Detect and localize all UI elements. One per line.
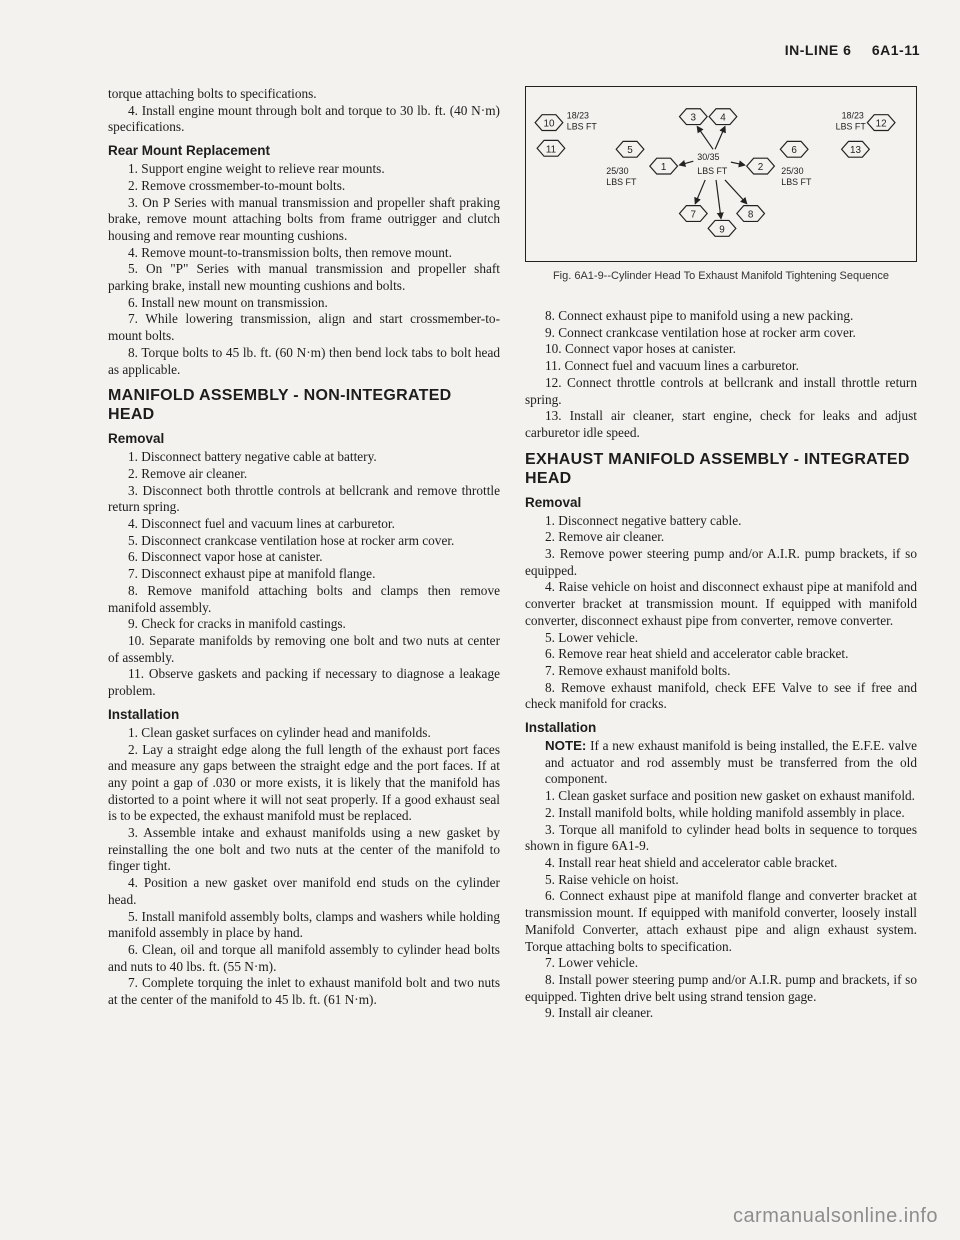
heading-installation: Installation bbox=[108, 706, 180, 722]
list-item: 3. Remove power steering pump and/or A.I.R. pump brackets, if so equipped. bbox=[525, 546, 917, 578]
list-item: 9. Check for cracks in manifold castings. bbox=[128, 616, 346, 632]
bolt-label: 1 bbox=[660, 162, 667, 174]
bolt-label: 11 bbox=[545, 144, 557, 156]
list-item: 6. Install new mount on transmission. bbox=[128, 294, 328, 310]
arrow-to-bolt-7 bbox=[695, 180, 705, 204]
torque-unit: LBS FT bbox=[606, 176, 637, 187]
list-item: 7. Lower vehicle. bbox=[545, 955, 639, 971]
list-item: 8. Connect exhaust pipe to manifold using a new packing. bbox=[545, 308, 854, 323]
list-item: 1. Disconnect negative battery cable. bbox=[545, 512, 742, 528]
paragraph: 4. Install engine mount through bolt and torque to 30 lb. ft. (40 N·m) specifications. bbox=[108, 102, 500, 135]
list-item: 3. Disconnect both throttle controls at bellcrank and remove throttle return spring. bbox=[108, 482, 500, 515]
list-item: 5. Raise vehicle on hoist. bbox=[545, 871, 679, 887]
list-item: 8. Remove manifold attaching bolts and clamps then remove manifold assembly. bbox=[108, 582, 500, 615]
bolt-label: 9 bbox=[719, 224, 725, 236]
heading-removal: Removal bbox=[108, 431, 165, 447]
list-item: 2. Lay a straight edge along the full length of the exhaust port faces and measure any gaps between the straight edge and the port faces. If at any point a gap of .030 or more exists, it is likely that the manifold has distorted to a point where it will not seat properly. If a good exhaust seal is to be expected, the exhaust manifold must be replaced. bbox=[108, 741, 500, 824]
heading-installation: Installation bbox=[525, 720, 597, 736]
list-item: 5. Install manifold assembly bolts, clamps and washers while holding manifold assembly in place by hand. bbox=[108, 908, 500, 941]
list-item: 4. Remove mount-to-transmission bolts, then remove mount. bbox=[128, 244, 452, 260]
bolt-label: 4 bbox=[720, 112, 726, 124]
torque-unit: LBS FT bbox=[835, 121, 866, 132]
list-item: 8. Remove exhaust manifold, check EFE Valve to see if free and check manifold for cracks. bbox=[525, 679, 917, 712]
list-item: 6. Disconnect vapor hose at canister. bbox=[128, 549, 323, 565]
note-label: NOTE: bbox=[545, 738, 587, 754]
list-item: 9. Connect crankcase ventilation hose at rocker arm cover. bbox=[545, 324, 856, 340]
torque-value: 25/30 bbox=[606, 166, 629, 176]
arrow-to-bolt-8 bbox=[725, 180, 747, 204]
note-text: If a new exhaust manifold is being installed, the E.F.E. valve and actuator and rod assembly must be transferred from the old component. bbox=[545, 738, 917, 787]
tightening-sequence-diagram bbox=[526, 87, 916, 261]
arrow-to-bolt-2 bbox=[731, 162, 745, 165]
torque-unit: LBS FT bbox=[566, 121, 597, 132]
bolt-label: 10 bbox=[543, 118, 555, 130]
torque-value: 18/23 bbox=[566, 110, 589, 121]
torque-value: 25/30 bbox=[781, 166, 804, 176]
list-item: 7. Complete torquing the inlet to exhaust manifold bolt and two nuts at the center of the manifold to 45 lb. ft. (61 N·m). bbox=[108, 975, 500, 1008]
section-title: IN-LINE 6 bbox=[784, 42, 852, 58]
list-item: 3. Assemble intake and exhaust manifolds using a new gasket by reinstalling the one bolt and two nuts at the center of the manifold to finger tight. bbox=[108, 825, 500, 874]
list-item: 1. Disconnect battery negative cable at battery. bbox=[128, 449, 377, 465]
list-item: 8. Torque bolts to 45 lb. ft. (60 N·m) then bend lock tabs to bolt head as applicable. bbox=[108, 344, 500, 377]
arrow-to-bolt-3 bbox=[697, 127, 713, 150]
list-item: 1. Clean gasket surface and position new gasket on exhaust manifold. bbox=[545, 788, 916, 804]
bolt-label: 7 bbox=[690, 209, 697, 221]
list-item: 7. Disconnect exhaust pipe at manifold flange. bbox=[128, 566, 376, 582]
list-item: 9. Install air cleaner. bbox=[545, 1005, 654, 1021]
list-item: 7. While lowering transmission, align and start crossmember-to-mount bolts. bbox=[108, 311, 500, 344]
list-item: 2. Remove air cleaner. bbox=[545, 529, 665, 545]
list-item: 2. Remove air cleaner. bbox=[128, 465, 248, 481]
list-item: 3. On P Series with manual transmission and propeller shaft praking brake, remove mount attaching bolts from frame outrigger and clutch housing and remove rear mounting cushions. bbox=[108, 194, 500, 243]
note bbox=[525, 738, 917, 788]
list-item: 5. Disconnect crankcase ventilation hose at rocker arm cover. bbox=[128, 532, 455, 548]
watermark: carmanualsonline.info bbox=[732, 1205, 938, 1227]
list-item: 6. Remove rear heat shield and accelerator cable bracket. bbox=[545, 646, 849, 662]
list-item: 4. Install rear heat shield and accelerator cable bracket. bbox=[545, 854, 838, 870]
list-item: 10. Separate manifolds by removing one bolt and two nuts at center of assembly. bbox=[108, 632, 500, 665]
list-item: 1. Clean gasket surfaces on cylinder head and manifolds. bbox=[128, 724, 431, 740]
heading-removal: Removal bbox=[525, 494, 582, 510]
list-item: 3. Torque all manifold to cylinder head bolts in sequence to torques shown in figure 6A1-9. bbox=[525, 821, 917, 854]
list-item: 4. Raise vehicle on hoist and disconnect exhaust pipe at manifold and converter bracket at transmission mount. If equipped with manifold converter, disconnect exhaust pipe from converter, remove converter. bbox=[525, 579, 917, 628]
list-item: 2. Remove crossmember-to-mount bolts. bbox=[128, 177, 346, 193]
bolt-label: 13 bbox=[849, 145, 861, 157]
arrow-to-bolt-4 bbox=[715, 127, 725, 150]
list-item: 12. Connect throttle controls at bellcrank and install throttle return spring. bbox=[525, 374, 917, 407]
right-column bbox=[525, 308, 917, 1022]
torque-value: 18/23 bbox=[841, 110, 864, 121]
bolt-label: 2 bbox=[757, 162, 764, 174]
torque-unit: LBS FT bbox=[781, 176, 812, 187]
heading-manifold-assembly: MANIFOLD ASSEMBLY - NON-INTEGRATED HEAD bbox=[108, 387, 452, 424]
bolt-label: 8 bbox=[747, 209, 754, 221]
torque-unit: LBS FT bbox=[697, 166, 728, 176]
list-item: 2. Install manifold bolts, while holding manifold assembly in place. bbox=[545, 804, 905, 820]
list-item: 6. Connect exhaust pipe at manifold flange and converter bracket at transmission mount. If equipped with manifold converter, loosely install Manifold Converter, attach exhaust pipe and align exhaust system. Torque attaching bolts to specification. bbox=[525, 888, 917, 954]
figure-caption: Fig. 6A1-9--Cylinder Head To Exhaust Manifold Tightening Sequence bbox=[552, 270, 890, 282]
bolt-label: 6 bbox=[791, 145, 797, 157]
list-item: 11. Observe gaskets and packing if necessary to diagnose a leakage problem. bbox=[108, 666, 500, 699]
list-item: 4. Disconnect fuel and vacuum lines at carburetor. bbox=[128, 516, 395, 532]
left-column bbox=[108, 86, 500, 1009]
list-item: 10. Connect vapor hoses at canister. bbox=[545, 341, 736, 357]
heading-rear-mount: Rear Mount Replacement bbox=[108, 143, 271, 159]
bolt-label: 3 bbox=[690, 112, 697, 124]
bolt-label: 12 bbox=[875, 118, 887, 130]
list-item: 5. Lower vehicle. bbox=[545, 629, 639, 645]
bolt-label: 5 bbox=[627, 145, 633, 157]
list-item: 5. On "P" Series with manual transmission and propeller shaft parking brake, install new mounting cushions and bolts. bbox=[108, 261, 500, 294]
list-item: 6. Clean, oil and torque all manifold assembly to cylinder head bolts and nuts to 40 lbs. ft. (55 N·m). bbox=[108, 941, 500, 974]
arrow-to-bolt-1 bbox=[679, 161, 693, 165]
tightening-sequence-figure bbox=[525, 86, 917, 262]
list-item: 11. Connect fuel and vacuum lines a carburetor. bbox=[545, 358, 799, 374]
heading-exhaust-manifold: EXHAUST MANIFOLD ASSEMBLY - INTEGRATED HEAD bbox=[525, 450, 910, 487]
arrow-to-bolt-9 bbox=[716, 180, 721, 219]
page-header bbox=[785, 42, 920, 58]
torque-value: 30/35 bbox=[697, 152, 720, 163]
list-item: 4. Position a new gasket over manifold end studs on the cylinder head. bbox=[108, 875, 500, 907]
paragraph: torque attaching bolts to specifications. bbox=[108, 86, 317, 101]
list-item: 7. Remove exhaust manifold bolts. bbox=[545, 662, 731, 678]
list-item: 8. Install power steering pump and/or A.I.R. pump and brackets, if so equipped. Tighten drive belt using strand tension gage. bbox=[525, 971, 917, 1004]
list-item: 13. Install air cleaner, start engine, check for leaks and adjust carburetor idle speed. bbox=[525, 408, 917, 440]
page-number: 6A1-11 bbox=[871, 42, 920, 58]
list-item: 1. Support engine weight to relieve rear mounts. bbox=[128, 161, 385, 177]
